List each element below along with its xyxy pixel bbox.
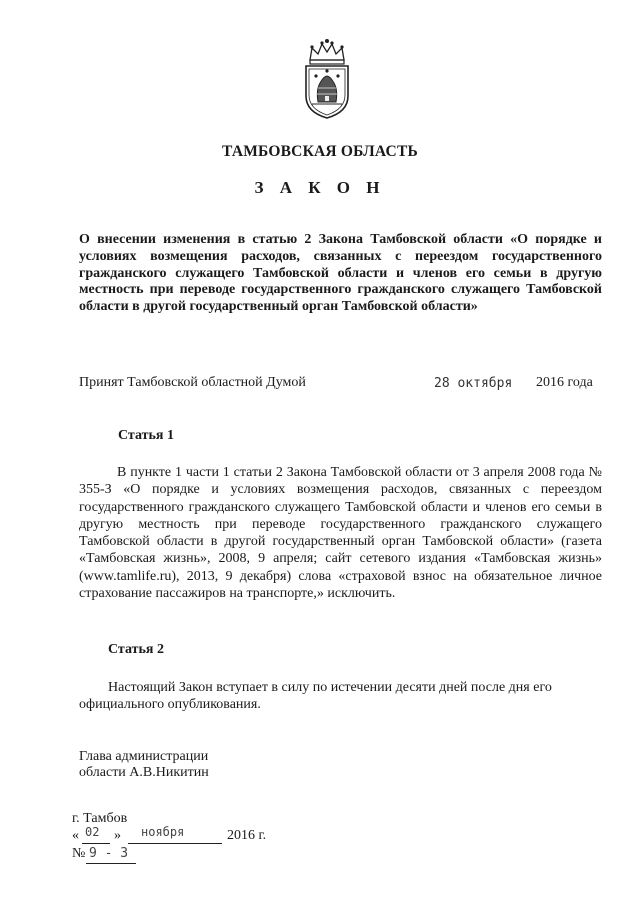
article-1-text: В пункте 1 части 1 статьи 2 Закона Тамбовской области от 3 апреля 2008 года № 355-З «О порядке и условиях возмещения расходов, связанных с переездом государственного гражданского служащего Тамбовской области и членов его семьи в другую местность при переводе государственного гражданского служащего Тамбовской области в другой государственный орган Тамбовской области» (газета «Тамбовская жизнь», 2008, 9 апреля; сайт сетевого издания «Тамбовская жизнь» (www.tamlife.ru), 2013, 9 декабря) слова «страховой взнос на обязательное личное страхование пассажиров на транспорте,» исключить. bbox=[79, 465, 602, 602]
number-underline bbox=[86, 863, 136, 864]
number-sign: № bbox=[72, 846, 86, 861]
date-year: 2016 г. bbox=[227, 828, 267, 843]
signature-block bbox=[79, 749, 209, 781]
date-close-quote: » bbox=[114, 828, 121, 843]
signatory-title: Глава администрации bbox=[79, 749, 209, 764]
adoption-year: 2016 года bbox=[536, 375, 593, 390]
law-subject-title: О внесении изменения в статью 2 Закона Тамбовской области «О порядке и условиях возмещения расходов, связанных с переездом государственного гражданского служащего Тамбовской области и членов его семьи в другую местность при переводе государственного гражданского служащего Тамбовской области в другой государственный орган Тамбовской области» bbox=[79, 232, 602, 315]
signing-city: г. Тамбов bbox=[72, 811, 128, 826]
adoption-statement: Принят Тамбовской областной Думой bbox=[79, 375, 306, 390]
region-name: ТАМБОВСКАЯ ОБЛАСТЬ bbox=[222, 143, 418, 160]
article-1-heading: Статья 1 bbox=[118, 428, 174, 443]
adoption-date: 28 октября bbox=[434, 376, 513, 391]
article-2-text: Настоящий Закон вступает в силу по истечении десяти дней после дня его официального опубликования. bbox=[79, 680, 552, 713]
date-month-handwritten: ноября bbox=[141, 825, 185, 839]
signing-date bbox=[72, 825, 372, 848]
law-number-handwritten: 9 - З bbox=[89, 846, 129, 861]
date-open-quote: « bbox=[72, 828, 79, 843]
law-number bbox=[72, 846, 272, 868]
date-day-handwritten: 02 bbox=[85, 825, 100, 839]
document-type-title: З А К О Н bbox=[254, 178, 386, 197]
coat-of-arms-emblem bbox=[298, 38, 356, 120]
month-underline bbox=[128, 843, 222, 844]
article-2-heading: Статья 2 bbox=[108, 642, 164, 657]
signatory-name: области А.В.Никитин bbox=[79, 765, 209, 780]
day-underline bbox=[82, 843, 110, 844]
